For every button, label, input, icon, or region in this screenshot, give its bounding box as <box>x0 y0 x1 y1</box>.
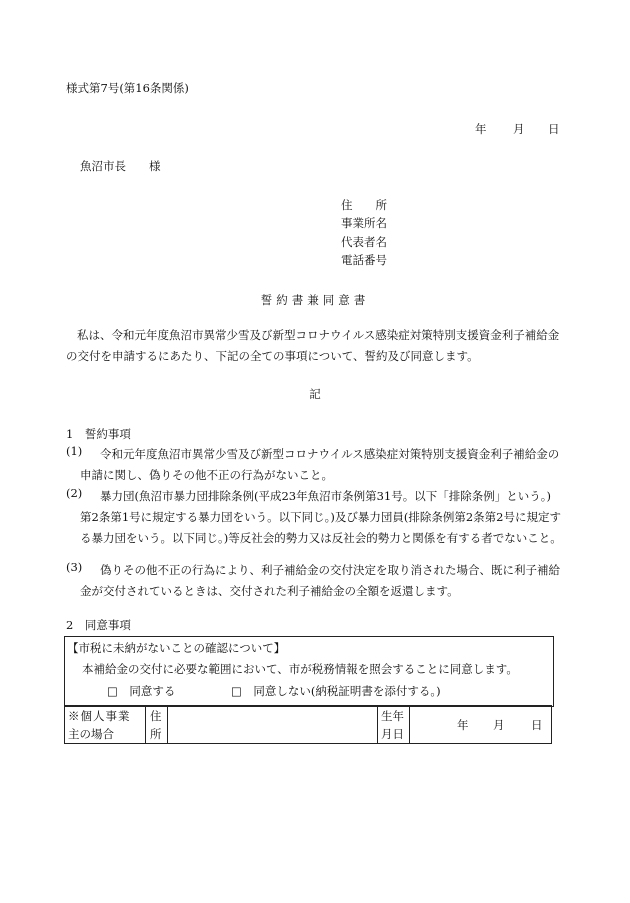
pledge-item-1-text: 令和元年度魚沼市異常少雪及び新型コロナウイルス感染症対策特別支援資金利子補給金の申請に関し、偽りその他不正の行為がないこと。 <box>80 447 560 482</box>
birth-day: 日 <box>531 718 543 732</box>
intro-paragraph: 私は、令和元年度魚沼市異常少雪及び新型コロナウイルス感染症対策特別支援資金利子補給金の交付を申請するにあたり、下記の全ての事項について、誓約及び同意します。 <box>66 328 560 363</box>
office-name-label: 事業所名 <box>341 216 387 230</box>
addressee: 魚沼市長 様 <box>80 159 161 173</box>
pledge-item-2-number: (2) <box>66 486 83 500</box>
birth-month: 月 <box>493 718 505 732</box>
disagree-checkbox[interactable]: □ 同意しない(納税証明書を添付する。) <box>231 684 441 698</box>
individual-label-line2: 主の場合 <box>68 727 114 741</box>
date-month: 月 <box>513 122 525 136</box>
birth-year: 年 <box>457 718 469 732</box>
address-label-line2: 所 <box>150 727 162 741</box>
date-day: 日 <box>548 122 560 136</box>
consent-box-title: 【市税に未納がないことの確認について】 <box>67 641 286 655</box>
birthdate-label-line2: 月日 <box>381 727 404 741</box>
address-label-cell <box>145 705 168 744</box>
form-number: 様式第7号(第16条関係) <box>66 81 189 95</box>
birthdate-label-line1: 生年 <box>381 709 404 723</box>
phone-label: 電話番号 <box>341 253 387 267</box>
individual-label-cell <box>64 705 146 744</box>
date-year: 年 <box>475 122 487 136</box>
document-title: 誓約書兼同意書 <box>260 293 370 307</box>
pledge-item-1-number: (1) <box>66 444 83 458</box>
pledge-item-3-text: 偽りその他不正の行為により、利子補給金の交付決定を取り消された場合、既に利子補給金が交付されているときは、交付された利子補給金の全額を返還します。 <box>80 563 560 598</box>
birthdate-value-cell[interactable] <box>409 705 552 744</box>
agree-checkbox[interactable]: □ 同意する <box>107 684 176 698</box>
birthdate-label-cell <box>377 705 410 744</box>
ki-mark: 記 <box>309 387 321 401</box>
consent-box <box>64 636 554 707</box>
representative-label: 代表者名 <box>341 235 387 249</box>
pledge-item-2-text: 暴力団(魚沼市暴力団排除条例(平成23年魚沼市条例第31号。以下「排除条例」という。)第2条第1号に規定する暴力団をいう。以下同じ。)及び暴力団員(排除条例第2条第2号に規定する暴力団をいう。以下同じ。)等反社会的勢力又は反社会的勢力と関係を有する者でないこと。 <box>80 489 562 545</box>
pledge-heading: 1 誓約事項 <box>66 427 131 441</box>
consent-heading: 2 同意事項 <box>66 618 131 632</box>
pledge-item-3-number: (3) <box>66 560 83 574</box>
consent-box-text: 本補給金の交付に必要な範囲において、市が税務情報を照会することに同意します。 <box>82 662 518 676</box>
individual-label-line1: ※個人事業 <box>68 709 131 723</box>
address-value-cell[interactable] <box>167 705 378 744</box>
address-label: 住 所 <box>341 198 387 212</box>
address-label-line1: 住 <box>150 709 162 723</box>
